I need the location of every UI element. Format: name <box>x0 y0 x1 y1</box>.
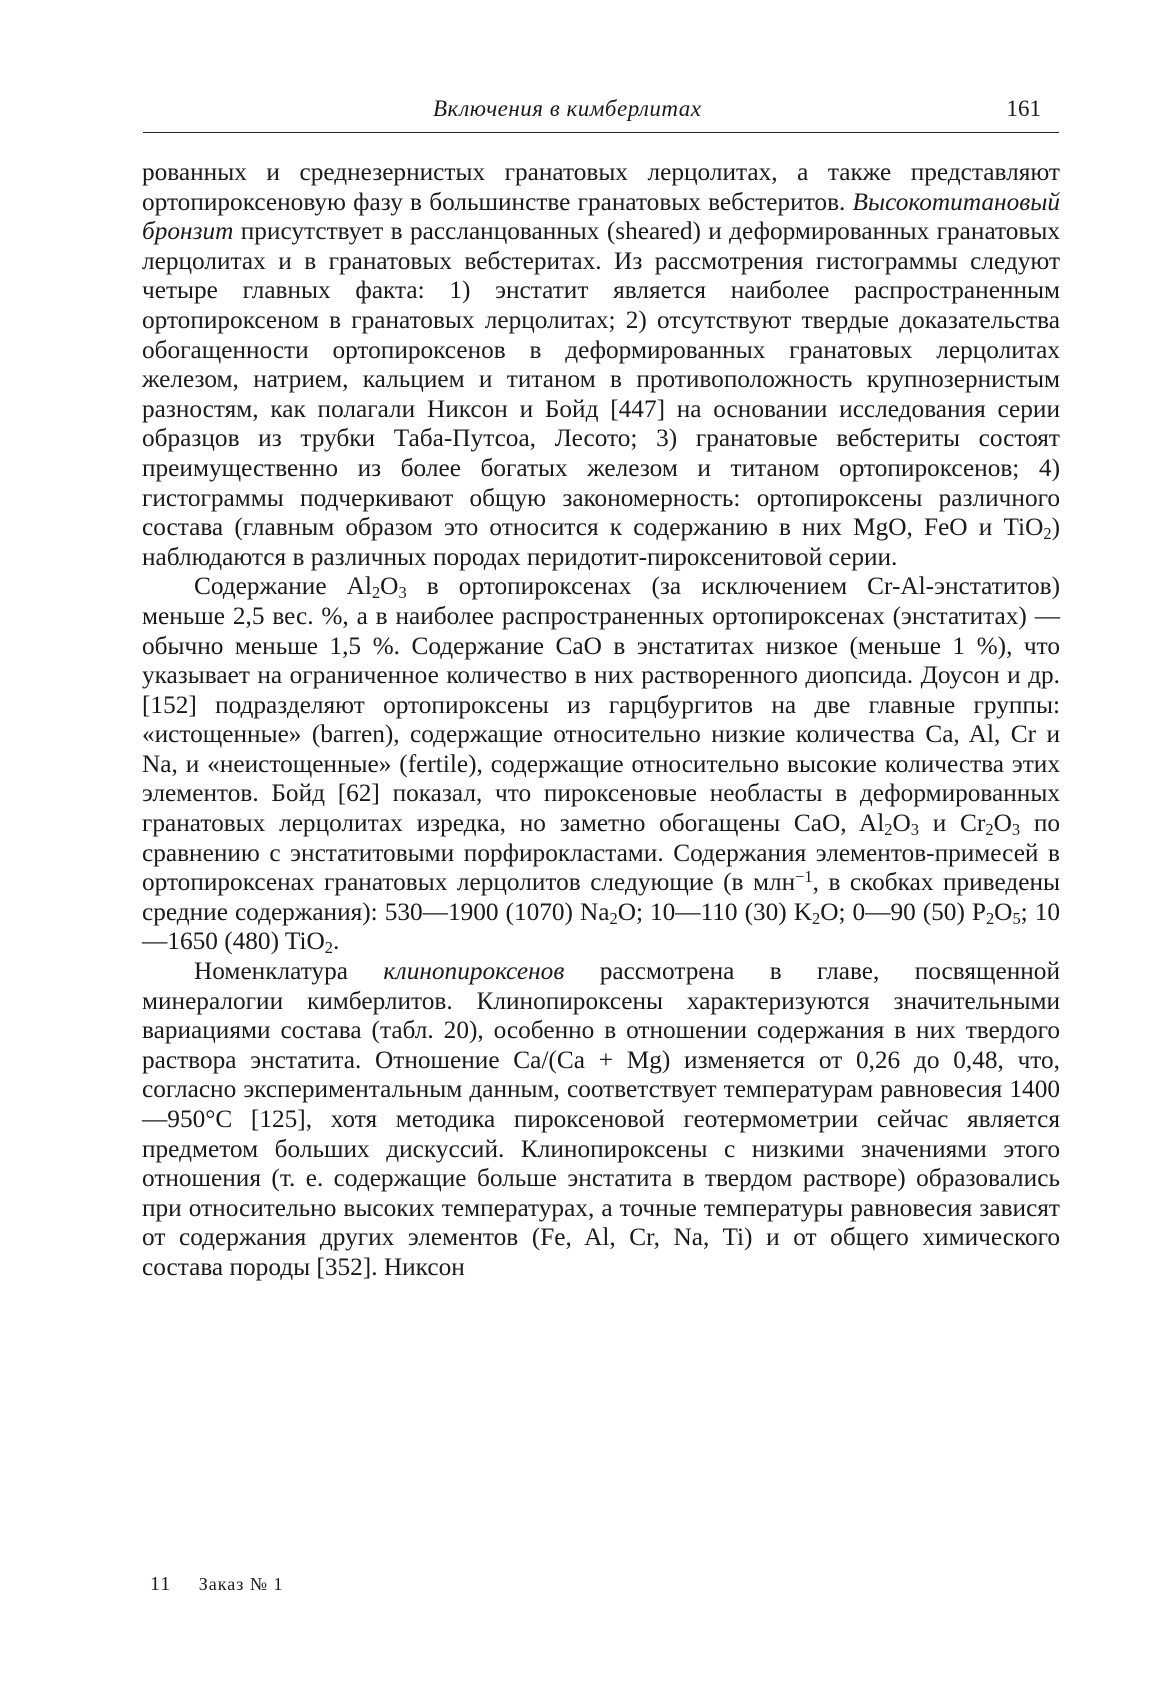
text-segment: . <box>332 927 340 956</box>
text-segment: O; 10—110 (30) K <box>617 897 812 926</box>
text-segment: 2 <box>609 908 618 928</box>
text-segment: 2 <box>985 820 994 840</box>
text-segment: рассмотрена в главе, посвященной минералогии кимберлитов. Клинопироксены характеризуются значительными вариациями состава (табл. 20), особенно в отношении содержания в них твердого раствора энстатита. Отношение Ca/(Ca + Mg) изменяется от 0,26 до 0,48, что, согласно экспериментальным данным, соответствует температурам равновесия 1400—950°C [125], хотя методика пироксеновой геотермометрии сейчас является предметом больших дискуссий. Клинопироксены с низкими значениями этого отношения (т. е. содержащие больше энстатита в твердом растворе) образовались при относительно высоких температурах, а точные температуры равновесия зависят от содержания других элементов (Fe, Al, Cr, Na, Ti) и от общего химического состава породы [352]. Никсон <box>142 957 1060 1281</box>
text-segment: O <box>994 897 1013 926</box>
text-segment: ; 10—1650 (480) TiO <box>142 897 1060 956</box>
body-text <box>142 158 1060 1283</box>
text-segment: , в скобках приведены средние содержания): 530—1900 (1070) Na <box>142 868 1061 926</box>
text-segment: присутствует в рассланцованных (sheared) и деформированных гранатовых лерцолитах и в гранатовых вебстеритах. Из рассмотрения гистограммы следуют четыре главных факта: 1) энстатит является наиболее распространенным ортопироксеном в гранатовых лерцолитах; 2) отсутствуют твердые доказательства обогащенности ортопироксенов в деформированных гранатовых лерцолитах железом, натрием, кальцием и титаном в противоположность крупнозернистым разностям, как полагали Никсон и Бойд [447] на основании исследования серии образцов из трубки Таба-Путсоа, Лесото; 3) гранатовые вебстериты состоят преимущественно из более богатых железом и титаном ортопироксенов; 4) гистограммы подчеркивают общую закономерность: ортопироксены различного состава (главным образом это относится к содержанию в них MgO, FeO и TiO <box>142 217 1060 542</box>
text-segment: 3 <box>398 583 407 603</box>
signature-number: 11 <box>150 1573 172 1595</box>
text-segment: O; 0—90 (50) P <box>820 897 986 926</box>
text-segment: рованных и среднезернистых гранатовых лерцолитах, а также представляют ортопироксеновую фазу в большинстве гранатовых вебстеритов. <box>142 158 1060 216</box>
text-segment: 3 <box>1011 820 1021 840</box>
signature-footer <box>150 1573 284 1596</box>
text-segment: клинопироксенов <box>383 957 565 986</box>
text-segment: Содержание Al <box>194 572 372 601</box>
text-segment: Высокотитановый бронзит <box>142 187 1060 246</box>
paragraph <box>142 158 1060 572</box>
text-segment: O <box>993 809 1012 838</box>
text-segment: 2 <box>371 583 381 603</box>
text-segment: 2 <box>884 820 893 840</box>
order-text: Заказ № 1 <box>198 1574 284 1594</box>
text-segment: 3 <box>910 820 919 840</box>
text-segment: 2 <box>1043 524 1052 544</box>
text-segment: 2 <box>811 908 821 928</box>
text-segment: 2 <box>324 938 333 958</box>
text-segment: и Cr <box>918 809 986 838</box>
paragraph <box>142 957 1060 1283</box>
text-segment: по сравнению с энстатитовыми порфирокластами. Содержания элементов-примесей в ортопироксенах гранатовых лерцолитов следующие (в млн <box>142 809 1061 897</box>
text-segment: ) наблюдаются в различных породах перидотит-пироксенитовой серии. <box>142 513 1060 571</box>
text-segment: O <box>892 809 911 838</box>
text-segment: в ортопироксенах (за исключением Cr-Al-энстатитов) меньше 2,5 вес. %, а в наиболее распространенных ортопироксенах (энстатитах) — обычно меньше 1,5 %. Содержание CaO в энстатитах низкое (меньше 1 %), что указывает на ограниченное количество в них растворенного диопсида. Доусон и др. [152] подразделяют ортопироксены из гарцбургитов на две главные группы: «истощенные» (barren), содержащие относительно низкие количества Ca, Al, Cr и Na, и «неистощенные» (fertile), содержащие относительно высокие количества этих элементов. Бойд [62] показал, что пироксеновые необласты в деформированных гранатовых лерцолитах изредка, но заметно обогащены CaO, Al <box>142 572 1060 838</box>
running-header <box>143 96 1059 133</box>
text-segment: O <box>380 572 399 601</box>
paragraph <box>142 572 1060 957</box>
text-segment: −1 <box>795 867 813 887</box>
running-title: Включения в кимберлитах <box>433 96 702 121</box>
text-segment: Номенклатура <box>194 957 384 986</box>
text-segment: 2 <box>985 908 995 928</box>
text-segment: 5 <box>1012 908 1021 928</box>
page-number: 161 <box>1006 96 1041 121</box>
